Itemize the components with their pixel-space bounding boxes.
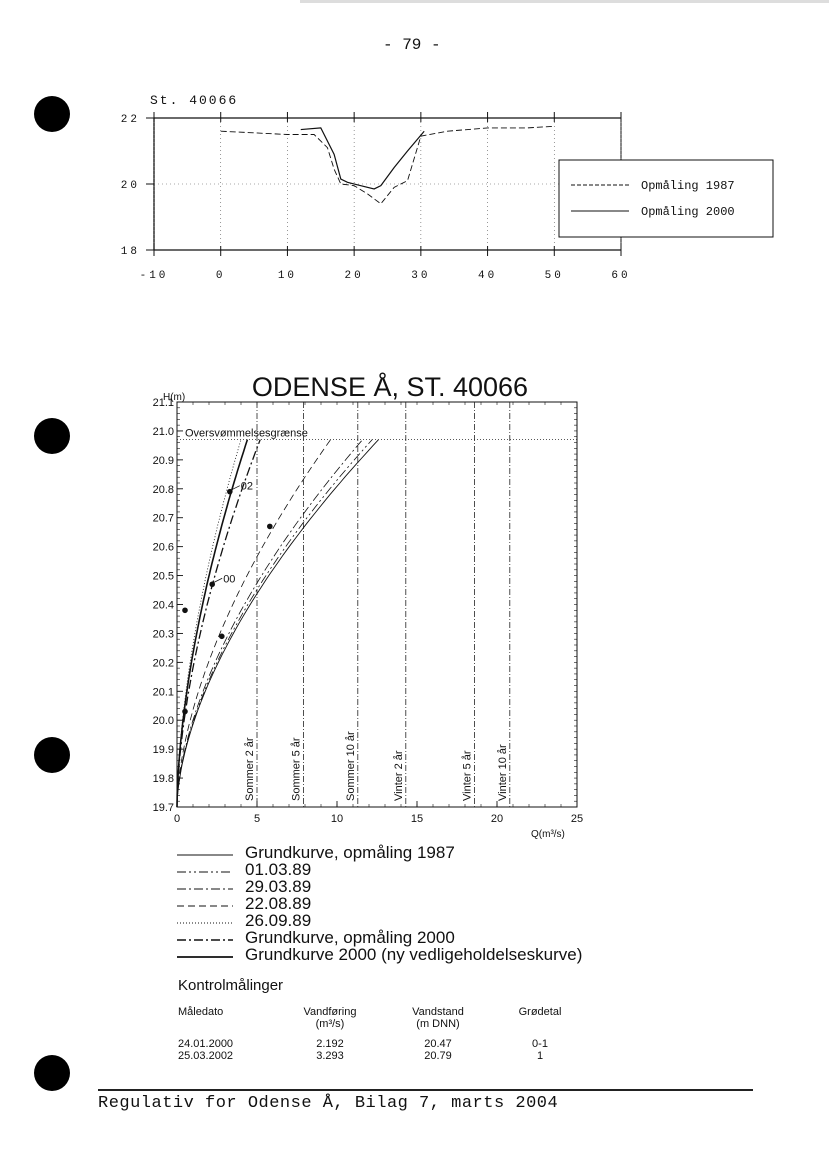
tick-label-x: 0 (215, 270, 226, 282)
point-label: 00 (223, 573, 236, 586)
tick-label-y: 20.1 (152, 686, 174, 699)
tick-label-x: 20 (344, 270, 364, 282)
tick-label-y: 21.1 (152, 397, 174, 409)
legend-label: 29.03.89 (245, 877, 312, 896)
series-line-opmåling-1987 (221, 126, 555, 204)
tick-label-y: 20.9 (152, 454, 174, 467)
reference-label: Vinter 2 år (392, 750, 405, 801)
tick-label-x: 50 (544, 270, 564, 282)
scan-edge (300, 0, 829, 3)
legend-box (559, 160, 773, 237)
measurement-point (267, 524, 273, 530)
cell-level: 20.47 (424, 1038, 452, 1050)
cell-date: 25.03.2002 (178, 1050, 234, 1062)
point-label-leader (214, 578, 222, 582)
header-date: Måledato (178, 1006, 224, 1018)
legend-line-icon (175, 920, 235, 926)
chart-title: St. 40066 (150, 93, 239, 108)
measurement-point (182, 607, 188, 613)
tick-label-x: 15 (410, 813, 424, 825)
reference-label: Sommer 2 år (244, 737, 256, 801)
tick-label-x: 20 (490, 813, 504, 825)
chart-title: ODENSE Å, ST. 40066 (251, 372, 529, 402)
measurement-point (219, 634, 225, 640)
tick-label-y: 20.4 (152, 599, 174, 612)
cross-section-chart (0, 80, 829, 300)
tick-label-y: 19.7 (152, 802, 174, 814)
header-flow: Vandføring (303, 1006, 357, 1018)
flood-limit-label: Oversvømmelsesgrænse (185, 427, 308, 440)
cell-level: 20.79 (424, 1050, 452, 1062)
legend-line-icon (175, 886, 235, 892)
rating-curve (177, 440, 241, 807)
tick-label-x: 25 (570, 813, 584, 825)
tick-label-y: 20.6 (152, 541, 174, 554)
legend-label: 22.08.89 (245, 894, 312, 913)
control-title: Kontrolmålinger (178, 977, 284, 994)
legend-label: Grundkurve, opmåling 1987 (245, 843, 455, 862)
footer-text: Regulativ for Odense Å, Bilag 7, marts 2004 (98, 1094, 559, 1113)
cell-weed: 1 (536, 1050, 544, 1062)
legend-label: Opmåling 2000 (641, 205, 735, 219)
header-level: Vandstand (412, 1006, 464, 1018)
reference-label: Vinter 10 år (496, 744, 509, 801)
legend-label: 26.09.89 (245, 911, 312, 930)
legend-label: Grundkurve, opmåling 2000 (245, 928, 455, 947)
legend-line-icon (175, 937, 235, 943)
reference-label: Vinter 5 år (461, 750, 474, 801)
legend-label: Grundkurve 2000 (ny vedligeholdelseskurve) (245, 945, 583, 964)
tick-label-y: 20 (120, 180, 140, 192)
legend-line-icon (175, 903, 235, 909)
tick-label-x: 5 (253, 813, 261, 825)
cell-flow: 3.293 (316, 1050, 344, 1062)
tick-label-y: 20.3 (152, 628, 174, 641)
tick-label-y: 22 (120, 114, 140, 126)
tick-label-x: 40 (477, 270, 498, 282)
legend-label: Opmåling 1987 (641, 179, 735, 193)
tick-label-y: 20.8 (152, 483, 174, 496)
header-weed: Grødetal (518, 1006, 562, 1018)
tick-label-y: 20.2 (152, 657, 174, 670)
punch-hole (34, 1055, 70, 1091)
tick-label-y: 19.8 (152, 773, 174, 786)
tick-label-x: 0 (173, 813, 181, 825)
tick-label-y: 20.7 (152, 512, 174, 525)
tick-label-y: 18 (120, 246, 140, 258)
tick-label-x: 10 (330, 813, 344, 825)
legend-line-icon (175, 852, 235, 858)
tick-label-x: -10 (139, 270, 169, 282)
rating-curve-chart (0, 360, 829, 850)
series-line-opmåling-2000 (301, 128, 424, 189)
measurement-point (227, 489, 233, 495)
tick-label-y: 19.9 (152, 744, 174, 757)
tick-label-x: 30 (411, 270, 431, 282)
tick-label-x: 60 (611, 270, 631, 282)
page-number: - 79 - (383, 36, 441, 54)
legend-line-icon (175, 869, 235, 875)
legend-label: 01.03.89 (245, 860, 312, 879)
cell-date: 24.01.2000 (178, 1038, 234, 1050)
cell-weed: 0-1 (532, 1038, 548, 1050)
rating-curve (177, 440, 372, 807)
plot-frame (177, 402, 577, 807)
y-axis-title: H(m) (163, 392, 186, 403)
tick-label-y: 21.0 (152, 425, 174, 438)
legend-line-icon (175, 954, 235, 960)
header-level-unit: (m DNN) (416, 1018, 460, 1030)
x-axis-title: Q(m³/s) (531, 829, 565, 840)
header-flow-unit: (m³/s) (315, 1018, 345, 1030)
tick-label-x: 10 (277, 270, 298, 282)
cell-flow: 2.192 (316, 1038, 344, 1050)
tick-label-y: 20.0 (152, 715, 174, 728)
measurement-point (182, 709, 188, 715)
footer-rule (98, 1089, 753, 1091)
point-label: 02 (240, 480, 254, 493)
rating-curve (177, 440, 363, 807)
measurement-point (209, 581, 215, 587)
tick-label-y: 20.5 (152, 570, 174, 583)
reference-label: Sommer 10 år (344, 731, 357, 801)
reference-label: Sommer 5 år (290, 737, 303, 801)
